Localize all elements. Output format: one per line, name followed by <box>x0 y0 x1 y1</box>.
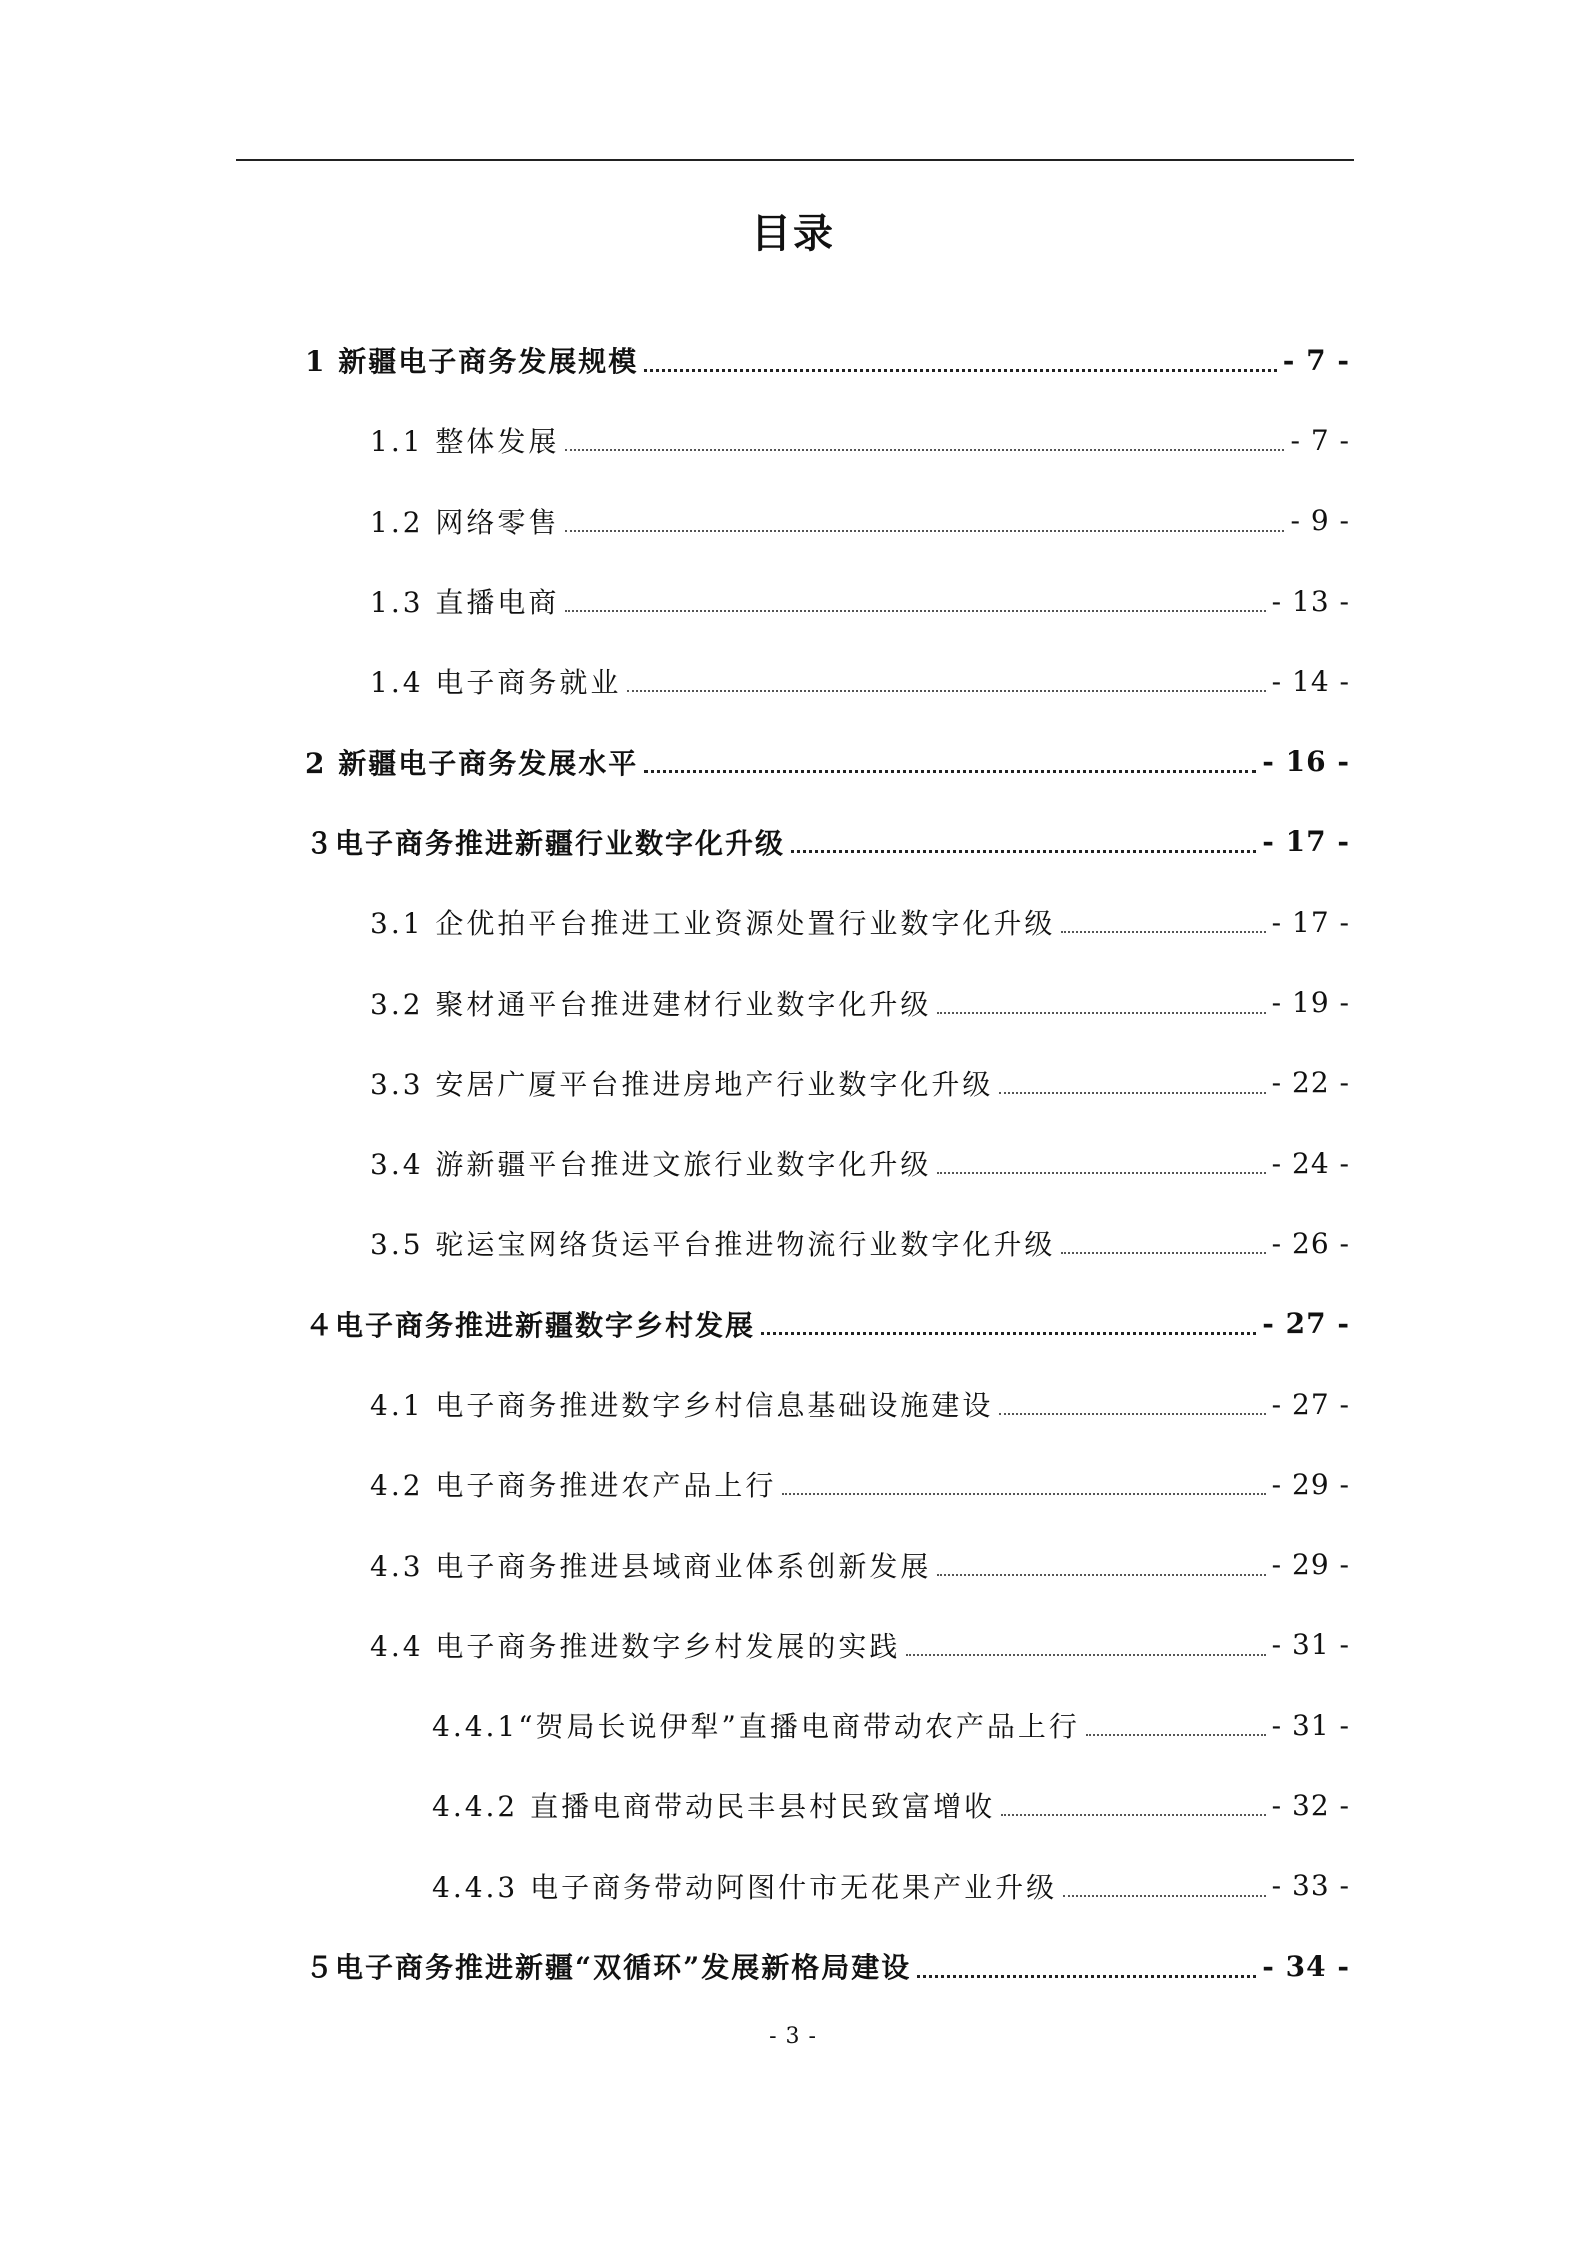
toc-entry[interactable] <box>0 1846 1586 1926</box>
toc-entry-title: 4.1 电子商务推进数字乡村信息基础设施建设 <box>370 1389 994 1422</box>
toc-entry-page: - 26 - <box>1271 1226 1350 1260</box>
toc-dot-leader <box>761 1332 1256 1335</box>
toc-entry[interactable] <box>0 1203 1586 1283</box>
toc-entry-page: - 29 - <box>1271 1467 1350 1501</box>
toc-dot-leader <box>627 690 1265 692</box>
page-title: 目录 <box>751 210 835 257</box>
toc-entry-page: - 16 - <box>1262 745 1350 779</box>
toc-entry-title: 1.4 电子商务就业 <box>370 666 622 700</box>
toc-dot-leader <box>565 449 1284 451</box>
toc-entry-title: ３电子商务推进新疆行业数字化升级 <box>305 826 786 860</box>
toc-entry[interactable] <box>0 1444 1586 1524</box>
toc-entry[interactable] <box>0 1605 1586 1685</box>
toc-entry-page: - 31 - <box>1271 1708 1350 1742</box>
toc-entry-title: 1.2 网络零售 <box>370 505 560 539</box>
toc-entry[interactable] <box>0 1043 1586 1123</box>
toc-entry-page: - 31 - <box>1271 1628 1350 1662</box>
toc-entry-title: 4.4.3 电子商务带动阿图什市无花果产业升级 <box>432 1870 1058 1904</box>
toc-entry-title: 1 新疆电子商务发展规模 <box>305 345 639 379</box>
toc-entry[interactable] <box>0 1765 1586 1845</box>
toc-entry[interactable] <box>0 962 1586 1042</box>
toc-dot-leader <box>1061 931 1265 933</box>
toc-entry-page: - 27 - <box>1262 1307 1350 1341</box>
toc-entry-page: - 9 - <box>1290 504 1350 538</box>
toc-entry[interactable] <box>0 1123 1586 1203</box>
toc-entry-page: - 29 - <box>1271 1548 1350 1582</box>
toc-entry[interactable] <box>0 1284 1586 1364</box>
toc-dot-leader <box>937 1574 1265 1576</box>
toc-entry-title: 3.4 游新疆平台推进文旅行业数字化升级 <box>370 1148 932 1182</box>
toc-entry[interactable] <box>0 641 1586 721</box>
toc-dot-leader <box>937 1012 1265 1014</box>
toc-entry-page: - 17 - <box>1262 825 1350 859</box>
toc-entry[interactable] <box>0 561 1586 641</box>
toc-entry-page: - 13 - <box>1271 584 1350 618</box>
toc-entry-page: - 24 - <box>1271 1146 1350 1180</box>
toc-dot-leader <box>999 1413 1265 1415</box>
toc-entry[interactable] <box>0 1926 1586 2006</box>
toc-dot-leader <box>1001 1814 1265 1816</box>
toc-entry-title: 3.2 聚材通平台推进建材行业数字化升级 <box>370 987 932 1021</box>
toc-dot-leader <box>1063 1895 1265 1897</box>
toc-dot-leader <box>937 1172 1265 1174</box>
toc-entry-page: - 19 - <box>1271 986 1350 1020</box>
toc-entry-title: ４电子商务推进新疆数字乡村发展 <box>305 1308 756 1342</box>
toc-entry-page: - 22 - <box>1271 1066 1350 1100</box>
toc-entry-title: ５电子商务推进新疆“双循环”发展新格局建设 <box>305 1951 912 1985</box>
toc-dot-leader <box>999 1092 1265 1094</box>
toc-entry-page: - 33 - <box>1271 1869 1350 1903</box>
toc-dot-leader <box>791 850 1256 853</box>
toc-entry-title: 3.5 驼运宝网络货运平台推进物流行业数字化升级 <box>370 1228 1056 1262</box>
toc-dot-leader <box>644 770 1256 773</box>
toc-entry-title: 1.3 直播电商 <box>370 586 560 620</box>
toc-entry-title: 2 新疆电子商务发展水平 <box>305 746 639 780</box>
header-rule <box>236 159 1354 161</box>
toc-dot-leader <box>1086 1734 1266 1736</box>
toc-entry-page: - 14 - <box>1271 664 1350 698</box>
toc-dot-leader <box>565 530 1284 532</box>
toc-entry-title: 1.1 整体发展 <box>370 425 560 459</box>
toc-entry-title: 4.4 电子商务推进数字乡村发展的实践 <box>370 1629 901 1663</box>
toc-entry-page: - 7 - <box>1290 423 1350 457</box>
toc-entry-title: 3.1 企优拍平台推进工业资源处置行业数字化升级 <box>370 907 1056 941</box>
table-of-contents <box>0 320 1586 2006</box>
toc-entry[interactable] <box>0 1524 1586 1604</box>
toc-entry-page: - 27 - <box>1271 1387 1350 1421</box>
page-number: - 3 - <box>769 2024 817 2049</box>
toc-dot-leader <box>906 1654 1265 1656</box>
toc-entry[interactable] <box>0 1364 1586 1444</box>
toc-entry-page: - 17 - <box>1271 905 1350 939</box>
toc-entry[interactable] <box>0 721 1586 801</box>
toc-dot-leader <box>565 610 1265 612</box>
toc-entry-title: 4.4.1“贺局长说伊犁”直播电商带动农产品上行 <box>432 1710 1080 1744</box>
toc-entry-page: - 7 - <box>1282 343 1350 377</box>
toc-entry-title: 4.2 电子商务推进农产品上行 <box>370 1469 777 1503</box>
toc-entry-page: - 32 - <box>1271 1788 1350 1822</box>
toc-dot-leader <box>917 1975 1256 1978</box>
toc-dot-leader <box>782 1493 1265 1495</box>
toc-entry[interactable] <box>0 320 1586 400</box>
toc-dot-leader <box>644 369 1277 372</box>
toc-entry-page: - 34 - <box>1262 1949 1350 1983</box>
toc-dot-leader <box>1061 1252 1265 1254</box>
toc-entry-title: 3.3 安居广厦平台推进房地产行业数字化升级 <box>370 1067 994 1101</box>
toc-entry-title: 4.4.2 直播电商带动民丰县村民致富增收 <box>432 1790 996 1824</box>
toc-entry[interactable] <box>0 481 1586 561</box>
toc-entry-title: 4.3 电子商务推进县域商业体系创新发展 <box>370 1549 932 1583</box>
toc-entry[interactable] <box>0 1685 1586 1765</box>
toc-entry[interactable] <box>0 400 1586 480</box>
toc-entry[interactable] <box>0 882 1586 962</box>
toc-entry[interactable] <box>0 802 1586 882</box>
